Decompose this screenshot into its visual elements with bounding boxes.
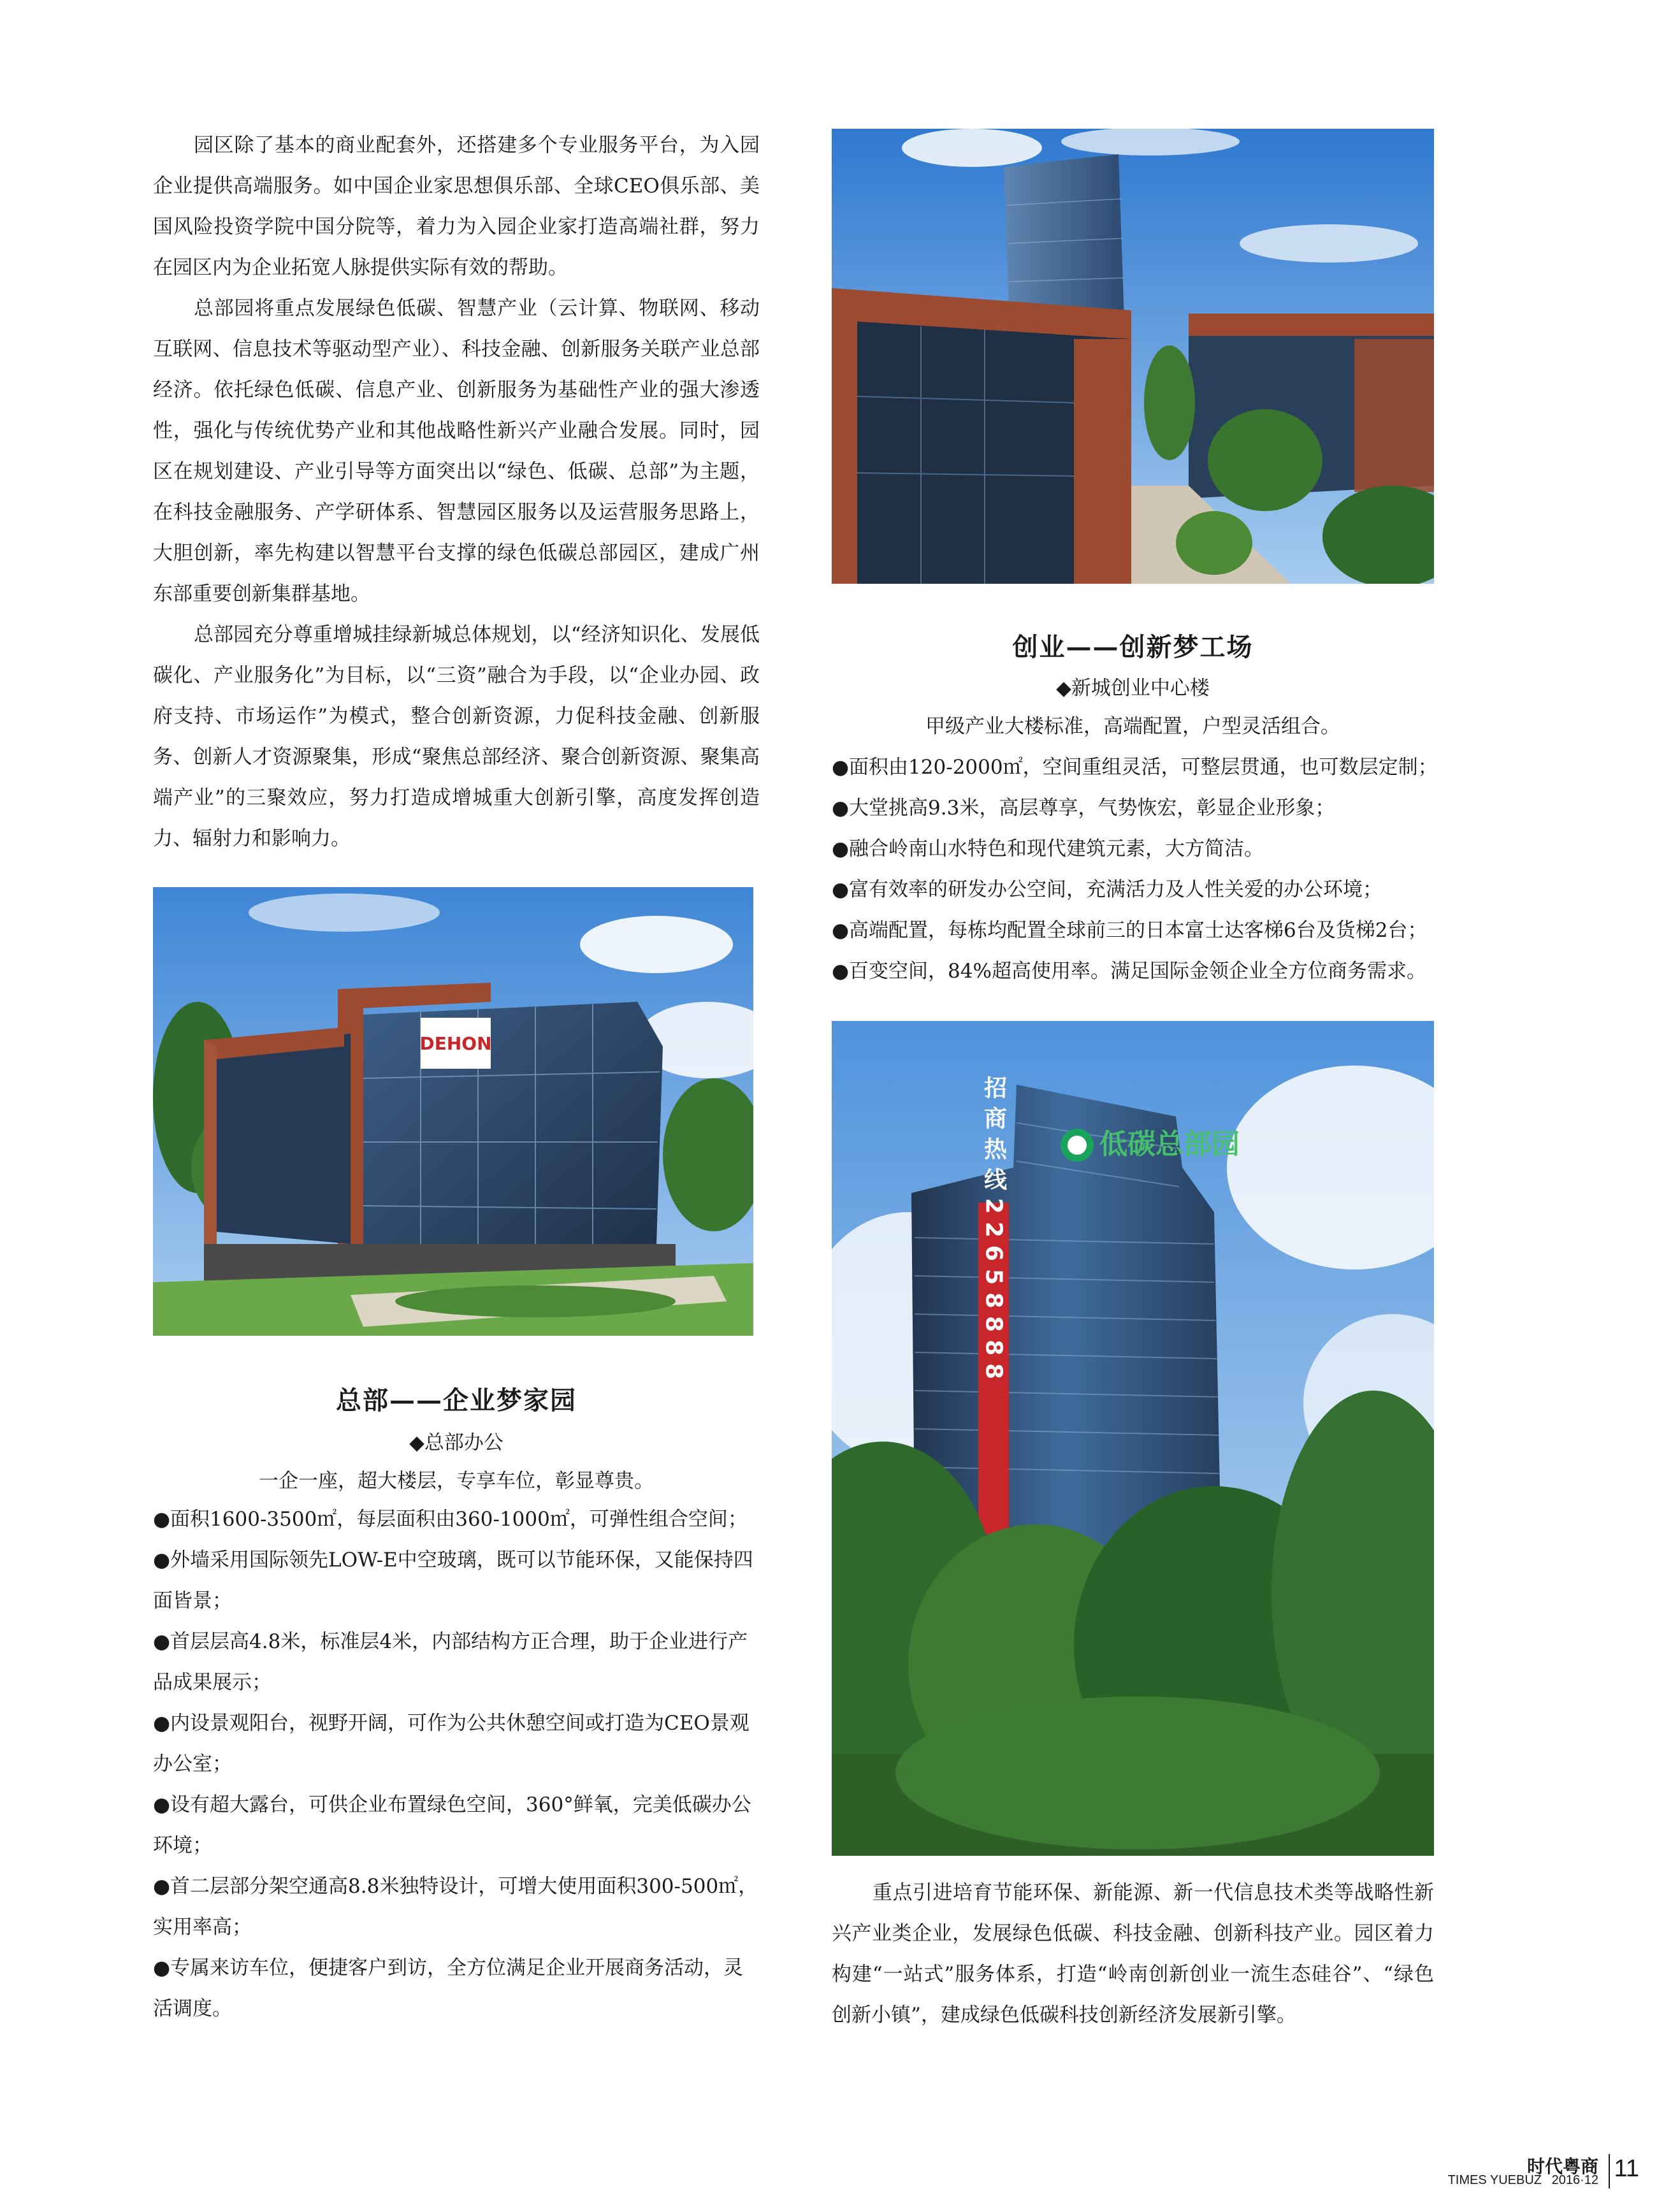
section-subtitle-headquarters: ◆总部办公 xyxy=(409,1431,503,1454)
campus-illustration xyxy=(832,129,1434,584)
paragraph: 园区除了基本的商业配套外，还搭建多个专业服务平台，为入园企业提供高端服务。如中国企业家思想俱乐部、全球CEO俱乐部、美国风险投资学院中国分院等，着力为入园企业家打造高端社群，努力在园区内为企业拓宽人脉提供实际有效的帮助。 xyxy=(153,134,760,279)
section-intro-startup: 甲级产业大楼标准，高端配置，户型灵活组合。 xyxy=(925,715,1340,738)
issue-date: 2016·12 xyxy=(1551,2173,1598,2187)
list-item: ●面积1600-3500㎡，每层面积由360-1000㎡，可弹性组合空间； xyxy=(153,1508,748,1531)
section-intro-headquarters: 一企一座，超大楼层，专享车位，彰显尊贵。 xyxy=(259,1470,654,1493)
section-title-headquarters: 总部——企业梦家园 xyxy=(336,1385,577,1415)
headquarters-building-photo xyxy=(153,887,753,1336)
building-sign: DEHON xyxy=(419,1033,492,1054)
paragraph: 重点引进培育节能环保、新能源、新一代信息技术类等战略性新兴产业类企业，发展绿色低碳、科技金融、创新科技产业。园区着力构建“一站式”服务体系，打造“岭南创新创业一流生态硅谷”、“绿色创新小镇”，建成绿色低碳科技创新经济发展新引擎。 xyxy=(832,1881,1434,2027)
right-closing-column xyxy=(832,1872,1434,2036)
list-item: ●设有超大露台，可供企业布置绿色空间，360°鲜氧，完美低碳办公环境； xyxy=(153,1793,751,1857)
list-item: ●高端配置，每栋均配置全球前三的日本富士达客梯6台及货梯2台； xyxy=(832,919,1428,942)
tower-banner: 招商热线22658888 xyxy=(980,1075,1007,1387)
list-item: ●富有效率的研发办公空间，充满活力及人性关爱的办公环境； xyxy=(832,878,1383,901)
headquarters-illustration xyxy=(153,887,753,1336)
list-item: ●大堂挑高9.3米，高层尊享，气势恢宏，彰显企业形象； xyxy=(832,797,1335,820)
page-number: 11 xyxy=(1614,2155,1639,2182)
magazine-name-en xyxy=(1448,2173,1598,2188)
list-item: ●百变空间，84%超高使用率。满足国际金领企业全方位商务需求。 xyxy=(832,960,1426,983)
list-item: ●专属来访车位，便捷客户到访，全方位满足企业开展商务活动，灵活调度。 xyxy=(153,1956,744,2020)
left-text-column xyxy=(153,125,760,859)
campus-photo xyxy=(832,129,1434,584)
paragraph: 总部园充分尊重增城挂绿新城总体规划，以“经济知识化、发展低碳化、产业服务化”为目标，以“三资”融合为手段，以“企业办园、政府支持、市场运作”为模式，整合创新资源，力促科技金融、创新服务、创新人才资源聚集，形成“聚焦总部经济、聚合创新资源、聚集高端产业”的三聚效应，努力打造成增城重大创新引擎，高度发挥创造力、辐射力和影响力。 xyxy=(153,623,760,850)
footer xyxy=(1370,2153,1676,2191)
magazine-title-en: TIMES YUEBUZ xyxy=(1447,2173,1542,2187)
tower-photo xyxy=(832,1021,1434,1856)
section-subtitle-startup: ◆新城创业中心楼 xyxy=(1056,677,1210,700)
list-item: ●首二层部分架空通高8.8米独特设计，可增大使用面积300-500㎡，实用率高； xyxy=(153,1875,758,1939)
list-item: ●融合岭南山水特色和现代建筑元素，大方简洁。 xyxy=(832,837,1264,860)
footer-divider xyxy=(1609,2154,1610,2188)
list-item: ●内设景观阳台，视野开阔，可作为公共休憩空间或打造为CEO景观办公室； xyxy=(153,1712,749,1775)
headquarters-feature-list xyxy=(153,1499,760,2029)
list-item: ●外墙采用国际领先LOW-E中空玻璃，既可以节能环保，又能保持四面皆景； xyxy=(153,1549,753,1612)
tower-illustration xyxy=(832,1021,1434,1856)
magazine-name-cn: 时代粤商 xyxy=(1526,2157,1598,2176)
tower-sign: 低碳总部园 xyxy=(1099,1128,1240,1161)
startup-feature-list xyxy=(832,747,1444,992)
paragraph: 总部园将重点发展绿色低碳、智慧产业（云计算、物联网、移动互联网、信息技术等驱动型产业）、科技金融、创新服务关联产业总部经济。依托绿色低碳、信息产业、创新服务为基础性产业的强大渗透性，强化与传统优势产业和其他战略性新兴产业融合发展。同时，园区在规划建设、产业引导等方面突出以“绿色、低碳、总部”为主题，在科技金融服务、产学研体系、智慧园区服务以及运营服务思路上，大胆创新，率先构建以智慧平台支撑的绿色低碳总部园区，建成广州东部重要创新集群基地。 xyxy=(153,297,760,605)
list-item: ●首层层高4.8米，标准层4米，内部结构方正合理，助于企业进行产品成果展示； xyxy=(153,1630,748,1694)
section-title-startup: 创业——创新梦工场 xyxy=(1012,632,1254,662)
list-item: ●面积由120-2000㎡，空间重组灵活，可整层贯通，也可数层定制； xyxy=(832,756,1438,779)
